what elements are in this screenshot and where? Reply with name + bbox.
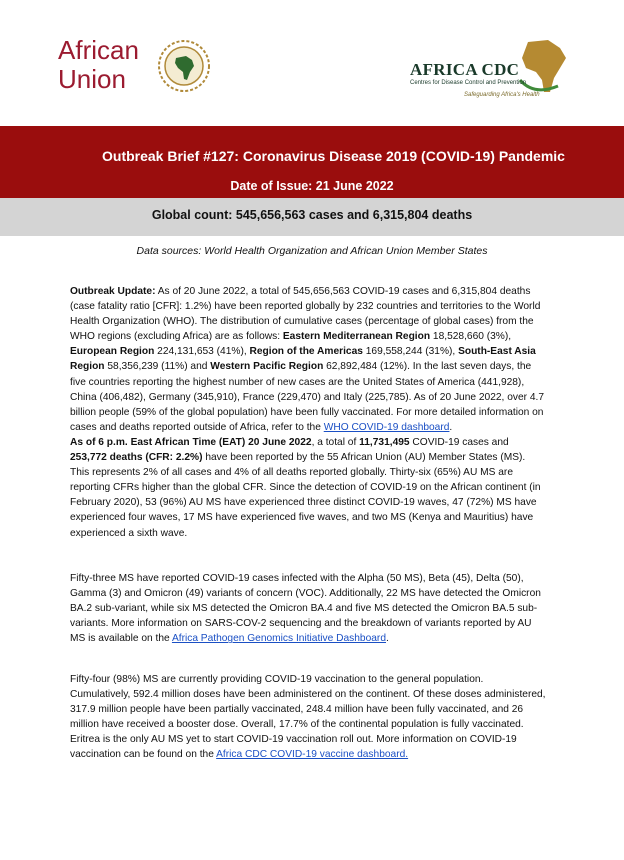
global-count: Global count: 545,656,563 cases and 6,315,804 deaths [151,208,473,222]
p4-text-1: Fifty-four (98%) MS are currently providing COVID-19 vaccination to the general population. Cumulatively, 592.4 million doses have been administered on the continent. Of these doses administered, 317.9 million people have been partially vaccinated, 248.4 million have been fully vaccinated, and 26 million have received a booster dose. Overall, 17.7% of the continental population is fully vaccinated. Eritrea is the only AU MS yet to start COVID-19 vaccination roll out. More information on COVID-19 vaccination can be found on the [70,674,546,761]
african-union-logo [58,36,218,96]
outbreak-update-lead: Outbreak Update: [70,286,156,297]
cdc-name: AFRICA CDC [410,60,520,79]
variants-paragraph [70,571,546,646]
africa-cdc-logo [404,36,584,106]
cdc-tagline: Safeguarding Africa's Health [464,92,540,98]
region-european: European Region [70,346,155,358]
p1-text-6: 62,892,484 (12%). In the last seven days, the five countries reporting the highest number of new cases are the United States of America (441,928), China (406,482), Germany (345,910), France (229,470) and Italy (225,785). As of 20 June 2022, over 4.7 billion people (59% of the global population) have been fully vaccinated. For more detailed information on cases and deaths reported outside of Africa, refer to the [70,361,545,433]
p2-text-1: , a total of [311,437,360,448]
p2-text-3: have been reported by the 55 African Union (AU) Member States (MS). This represents 2% of all cases and 4% of all deaths reported globally. Thirty-six (65%) AU MS are reporting CFRs higher than the global CFR. Since the detection of COVID-19 on the African continent (in February 2020), 53 (96%) AU MS have experienced three distinct COVID-19 waves, 47 (72%) MS have experienced four waves, 17 MS have experienced five waves, and two MS (Kenya and Mauritius) have experienced a sixth wave. [70,452,541,539]
issue-date: Date of Issue: 21 June 2022 [230,179,394,193]
region-south-east-asia: South-East Asia Region [70,346,536,373]
au-logo-text [58,36,139,94]
p3-text-2: . [386,633,389,645]
pathogen-genomics-link[interactable]: Africa Pathogen Genomics Initiative Dashboard [171,633,386,645]
p1-text-3: 224,131,653 (41%), [154,346,250,358]
cdc-subtitle: Centres for Disease Control and Prevention [410,80,527,86]
region-eastern-mediterranean: Eastern Mediterranean Region [282,331,431,343]
data-sources: Data sources: World Health Organization and African Union Member States [136,245,488,257]
region-americas: Region of the Americas [249,346,363,358]
au-emblem-icon [156,38,212,94]
p2-text-2: COVID-19 cases and [409,437,509,448]
p1-text-4: 169,558,244 (31%), [362,346,459,358]
p2-bold-cases: 11,731,495 [359,437,410,448]
vaccination-paragraph [70,672,546,763]
p2-bold-deaths: 253,772 deaths (CFR: 2.2%) [70,452,203,464]
p1-text-5: 58,356,239 (11%) and [104,361,211,373]
p1-text-2: 18,528,660 (3%), [430,331,512,343]
p1-text-7: . [449,421,453,433]
p3-text-1: Fifty-three MS have reported COVID-19 cases infected with the Alpha (50 MS), Beta (45), Delta (50), Gamma (3) and Omicron (49) variants of concern (VOC). Additionally, 22 MS have detected the Omicron BA.2 sub-variant, while six MS detected the Omicron BA.4 and five MS detected the Omicron BA.5 sub-variants. More information on SARS-COV-2 sequencing and the breakdown of variants reported by AU MS is available on the [70,573,541,645]
au-logo-line2: Union [58,64,126,94]
au-logo-line1: African [58,35,139,65]
p1-text-1: As of 20 June 2022, a total of 545,656,563 COVID-19 cases and 6,315,804 deaths (case fatality ratio [CFR]: 1.2%) have been reported globally by 232 countries and territories to the World Health Organization (WHO). The distribution of cumulative cases (percentage of global cases) from the WHO regions (excluding Africa) are as follows: [70,286,541,343]
brief-title: Outbreak Brief #127: Coronavirus Disease 2019 (COVID-19) Pandemic [102,148,565,164]
africa-cases-paragraph [70,435,546,541]
region-western-pacific: Western Pacific Region [210,361,324,373]
p2-bold-1: As of 6 p.m. East African Time (EAT) 20 June 2022 [70,437,312,448]
africa-map-icon [514,36,574,98]
vaccine-dashboard-link[interactable]: Africa CDC COVID-19 vaccine dashboard. [216,749,409,761]
who-dashboard-link[interactable]: WHO COVID-19 dashboard [323,421,450,433]
outbreak-update-paragraph [70,284,546,435]
